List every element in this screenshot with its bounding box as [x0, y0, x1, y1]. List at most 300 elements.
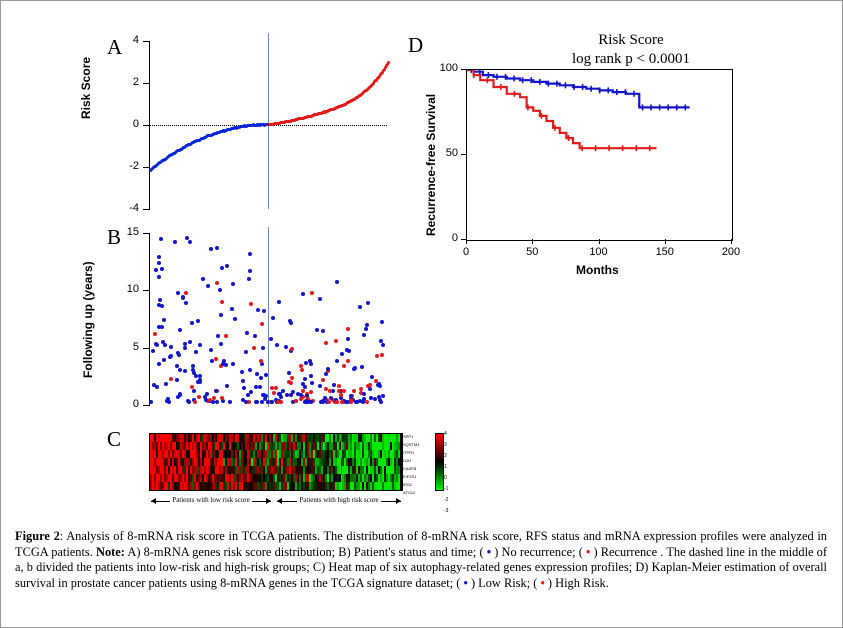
no-recurrence-point	[198, 378, 202, 382]
caption-body-1: A) 8-mRNA genes risk score distribution; B) Patient's status and time; (	[124, 544, 484, 559]
no-recurrence-point	[219, 342, 223, 346]
heatmap-cell	[333, 490, 335, 491]
heatmap-cell	[239, 490, 241, 491]
heatmap-cell	[156, 490, 158, 491]
arrow-left-icon	[277, 498, 282, 504]
no-recurrence-point	[370, 375, 374, 379]
heatmap-row	[150, 434, 402, 442]
panel-d-xtick	[466, 239, 467, 244]
heatmap-cell	[215, 490, 217, 491]
recurrence-point	[289, 381, 293, 385]
heatmap-cell	[341, 490, 343, 491]
no-recurrence-point	[303, 385, 307, 389]
heatmap-cell	[267, 490, 269, 491]
heatmap-cell	[176, 490, 178, 491]
recurrence-point	[300, 368, 304, 372]
caption-note-label: Note:	[96, 544, 125, 559]
no-recurrence-point	[248, 368, 252, 372]
no-recurrence-point	[310, 381, 314, 385]
no-recurrence-point	[277, 300, 281, 304]
heatmap-cell	[206, 490, 208, 491]
no-recurrence-point	[361, 400, 365, 404]
recurrence-point	[375, 354, 379, 358]
no-recurrence-point	[244, 400, 248, 404]
no-recurrence-point	[209, 247, 213, 251]
heatmap-cell	[273, 490, 275, 491]
heatmap-cell	[271, 490, 273, 491]
heatmap-cell	[342, 490, 344, 491]
recurrence-point	[184, 291, 188, 295]
no-recurrence-point	[335, 359, 339, 363]
panel-a-tick-label: -4	[129, 202, 139, 214]
no-recurrence-point	[261, 346, 265, 350]
heatmap-cell	[295, 490, 297, 491]
no-recurrence-point	[362, 392, 366, 396]
no-recurrence-point	[245, 331, 249, 335]
panel-d-ytick	[461, 239, 466, 240]
heatmap-cell	[261, 490, 263, 491]
panel-d	[406, 31, 826, 281]
no-recurrence-point	[285, 393, 289, 397]
heatmap-cell	[188, 490, 190, 491]
heatmap-cell	[394, 490, 396, 491]
panel-b-letter: B	[107, 225, 122, 249]
panel-d-ytick	[461, 69, 466, 70]
heatmap-cell	[249, 490, 251, 491]
heatmap-row	[150, 474, 402, 482]
heatmap-cell	[352, 490, 354, 491]
panel-d-letter: D	[408, 33, 424, 57]
heatmap-cell	[263, 490, 265, 491]
no-recurrence-point	[289, 393, 293, 397]
heatmap-cell	[198, 490, 200, 491]
no-recurrence-point	[221, 362, 225, 366]
no-recurrence-point	[380, 320, 384, 324]
recurrence-point	[169, 377, 173, 381]
heatmap-cell	[170, 490, 172, 491]
no-recurrence-point	[349, 394, 353, 398]
no-recurrence-point	[379, 400, 383, 404]
legend-dot-recurrence: •	[582, 544, 594, 559]
no-recurrence-point	[162, 358, 166, 362]
heatmap-cell	[204, 490, 206, 491]
no-recurrence-point	[206, 284, 210, 288]
no-recurrence-point	[271, 316, 275, 320]
no-recurrence-point	[159, 237, 163, 241]
recurrence-point	[153, 332, 157, 336]
panel-d-xtick	[665, 239, 666, 244]
heatmap-cell	[225, 490, 227, 491]
no-recurrence-point	[161, 340, 165, 344]
no-recurrence-point	[198, 343, 202, 347]
panel-c-group-low	[151, 497, 271, 507]
caption-colon: :	[59, 529, 67, 543]
heatmap-row-label: ATG12	[403, 490, 416, 495]
no-recurrence-point	[315, 328, 319, 332]
no-recurrence-point	[324, 372, 328, 376]
heatmap-cell	[376, 490, 378, 491]
no-recurrence-point	[287, 371, 291, 375]
panel-b-tick-label: 10	[126, 283, 139, 296]
panel-d-ytick-label: 50	[445, 147, 458, 159]
no-recurrence-point	[188, 240, 192, 244]
no-recurrence-point	[231, 282, 235, 286]
no-recurrence-point	[164, 382, 168, 386]
caption-title: Analysis of 8-mRNA risk score in TCGA patients. The distribution of 8-mRNA risk score, RFS status and mRNA expression profiles were analyzed in TCGA patients.	[15, 529, 827, 559]
heatmap-cell	[219, 490, 221, 491]
heatmap-cell	[172, 490, 174, 491]
colorbar-label: 0	[444, 475, 447, 481]
no-recurrence-point	[364, 327, 368, 331]
no-recurrence-point	[157, 303, 161, 307]
panel-b	[81, 223, 411, 423]
panel-a-tick	[143, 209, 149, 210]
heatmap-cell	[265, 490, 267, 491]
heatmap-cell	[223, 490, 225, 491]
panel-b-tick-label: 15	[126, 226, 139, 238]
heatmap-cell	[372, 490, 374, 491]
recurrence-point	[335, 400, 339, 404]
no-recurrence-point	[346, 337, 350, 341]
heatmap-cell	[208, 490, 210, 491]
recurrence-point	[380, 353, 384, 357]
no-recurrence-point	[248, 269, 252, 273]
heatmap-cell	[366, 490, 368, 491]
panel-d-xtick	[731, 239, 732, 244]
heatmap-row-label: SPP1	[403, 434, 414, 439]
heatmap-cell	[398, 474, 400, 482]
recurrence-point	[337, 389, 341, 393]
no-recurrence-point	[260, 400, 264, 404]
heatmap-cell	[184, 490, 186, 491]
heatmap-cell	[186, 490, 188, 491]
heatmap-cell	[378, 490, 380, 491]
no-recurrence-point	[228, 400, 232, 404]
heatmap-cell	[257, 490, 259, 491]
legend-dot-no-recurrence: •	[483, 544, 495, 559]
heatmap-cell	[281, 490, 283, 491]
group-low-label: Patients with low risk score	[172, 496, 250, 504]
panel-c-heatmap	[149, 433, 403, 491]
heatmap-row-label: SQSTM1	[403, 442, 420, 447]
panel-d-ytick-label: 100	[439, 62, 458, 74]
no-recurrence-point	[215, 400, 219, 404]
heatmap-cell	[303, 490, 305, 491]
no-recurrence-point	[284, 345, 288, 349]
recurrence-point	[309, 390, 313, 394]
heatmap-cell	[319, 490, 321, 491]
no-recurrence-point	[178, 368, 182, 372]
heatmap-cell	[164, 490, 166, 491]
no-recurrence-point	[303, 377, 307, 381]
heatmap-cell	[350, 490, 352, 491]
recurrence-point	[342, 364, 346, 368]
recurrence-point	[346, 359, 350, 363]
no-recurrence-point	[157, 362, 161, 366]
heatmap-cell	[360, 490, 362, 491]
colorbar-label: -3	[444, 508, 449, 514]
no-recurrence-point	[187, 400, 191, 404]
no-recurrence-point	[270, 400, 274, 404]
heatmap-cell	[382, 490, 384, 491]
recurrence-point	[359, 387, 363, 391]
panel-d-ytick-label: 0	[451, 232, 458, 244]
legend-dot-high-risk: •	[537, 575, 548, 590]
colorbar-label: -2	[444, 497, 449, 503]
heatmap-cell	[348, 490, 350, 491]
heatmap-cell	[384, 490, 386, 491]
heatmap-cell	[311, 490, 313, 491]
no-recurrence-point	[160, 267, 164, 271]
no-recurrence-point	[255, 372, 259, 376]
heatmap-cell	[166, 490, 168, 491]
heatmap-cell	[192, 490, 194, 491]
recurrence-point	[193, 400, 197, 404]
heatmap-cell	[307, 490, 309, 491]
heatmap-cell	[168, 490, 170, 491]
heatmap-cell	[315, 490, 317, 491]
panel-d-xtick-label: 50	[526, 246, 539, 258]
heatmap-cell	[255, 490, 257, 491]
recurrence-point	[220, 300, 224, 304]
no-recurrence-point	[157, 275, 161, 279]
no-recurrence-point	[240, 370, 244, 374]
heatmap-cell	[323, 490, 325, 491]
panel-a	[79, 31, 411, 221]
recurrence-point	[324, 341, 328, 345]
no-recurrence-point	[209, 348, 213, 352]
recurrence-point	[321, 378, 325, 382]
no-recurrence-point	[173, 240, 177, 244]
heatmap-cell	[335, 490, 337, 491]
colorbar-label: 3	[444, 442, 447, 448]
heatmap-cell	[392, 490, 394, 491]
no-recurrence-point	[157, 261, 161, 265]
panel-c-colorbar-labels	[444, 429, 448, 517]
no-recurrence-point	[233, 317, 237, 321]
no-recurrence-point	[340, 352, 344, 356]
panel-c	[101, 425, 449, 520]
heatmap-cell	[297, 490, 299, 491]
heatmap-cell	[362, 490, 364, 491]
heatmap-cell	[259, 490, 261, 491]
no-recurrence-point	[225, 384, 229, 388]
heatmap-cell	[229, 490, 231, 491]
heatmap-cell	[374, 490, 376, 491]
heatmap-cell	[269, 490, 271, 491]
heatmap-cell	[287, 490, 289, 491]
panel-d-xlabel: Months	[576, 263, 619, 277]
heatmap-cell	[313, 490, 315, 491]
heatmap-cell	[398, 434, 400, 442]
heatmap-row	[150, 450, 402, 458]
heatmap-cell	[196, 490, 198, 491]
no-recurrence-point	[149, 400, 153, 404]
heatmap-cell	[329, 490, 331, 491]
no-recurrence-point	[355, 400, 359, 404]
no-recurrence-point	[191, 364, 195, 368]
panel-a-tick-label: 4	[132, 34, 139, 46]
no-recurrence-point	[309, 374, 313, 378]
panel-d-xtick-label: 200	[721, 246, 741, 258]
no-recurrence-point	[218, 288, 222, 292]
no-recurrence-point	[158, 298, 162, 302]
no-recurrence-point	[253, 334, 257, 338]
recurrence-point	[197, 395, 201, 399]
legend-dot-low-risk: •	[460, 575, 471, 590]
panel-a-tick-label: 2	[132, 76, 139, 88]
no-recurrence-point	[281, 389, 285, 393]
caption-body-4: ) Low Risk; (	[470, 575, 538, 590]
heatmap-cell	[245, 490, 247, 491]
heatmap-cell	[299, 490, 301, 491]
no-recurrence-point	[178, 328, 182, 332]
panel-d-xtick	[532, 239, 533, 244]
no-recurrence-point	[205, 392, 209, 396]
heatmap-cell	[398, 442, 400, 450]
heatmap-cell	[398, 450, 400, 458]
heatmap-cell	[243, 490, 245, 491]
no-recurrence-point	[169, 345, 173, 349]
no-recurrence-point	[321, 329, 325, 333]
figure-label: Figure 2	[15, 529, 60, 543]
heatmap-row	[150, 458, 402, 466]
no-recurrence-point	[369, 396, 373, 400]
heatmap-cell	[180, 490, 182, 491]
no-recurrence-point	[192, 389, 196, 393]
heatmap-cell	[301, 490, 303, 491]
no-recurrence-point	[247, 277, 251, 281]
heatmap-cell	[251, 490, 253, 491]
no-recurrence-point	[242, 386, 246, 390]
no-recurrence-point	[181, 296, 185, 300]
no-recurrence-point	[335, 280, 339, 284]
heatmap-cell	[390, 490, 392, 491]
heatmap-cell	[231, 490, 233, 491]
heatmap-cell	[398, 458, 400, 466]
panel-c-colorbar	[435, 433, 444, 491]
recurrence-point	[215, 281, 219, 285]
panel-d-subtitle: log rank p < 0.0001	[571, 51, 691, 67]
heatmap-cell	[212, 490, 214, 491]
no-recurrence-point	[345, 348, 349, 352]
heatmap-row-label: IRS2	[403, 482, 412, 487]
no-recurrence-point	[241, 379, 245, 383]
no-recurrence-point	[249, 390, 253, 394]
heatmap-row	[150, 442, 402, 450]
panel-b-divider	[268, 227, 269, 407]
no-recurrence-point	[304, 400, 308, 404]
no-recurrence-point	[248, 252, 252, 256]
panel-d-ytick	[461, 154, 466, 155]
no-recurrence-point	[219, 313, 223, 317]
no-recurrence-point	[183, 369, 187, 373]
no-recurrence-point	[160, 325, 164, 329]
no-recurrence-point	[304, 361, 308, 365]
no-recurrence-point	[176, 291, 180, 295]
colorbar-label: -1	[444, 486, 449, 492]
no-recurrence-point	[155, 385, 159, 389]
heatmap-cell	[331, 490, 333, 491]
no-recurrence-point	[256, 308, 260, 312]
panel-a-tick-label: 0	[132, 118, 139, 130]
heatmap-cell	[289, 490, 291, 491]
heatmap-cell	[279, 490, 281, 491]
recurrence-point	[274, 386, 278, 390]
panel-d-xtick-label: 150	[655, 246, 674, 258]
no-recurrence-point	[318, 384, 322, 388]
panel-b-ylabel: Following up (years)	[81, 261, 95, 378]
heatmap-cell	[398, 466, 400, 474]
no-recurrence-point	[192, 371, 196, 375]
heatmap-cell	[398, 490, 400, 491]
heatmap-cell	[388, 490, 390, 491]
heatmap-cell	[368, 490, 370, 491]
recurrence-point	[260, 322, 264, 326]
heatmap-cell	[321, 490, 323, 491]
heatmap-cell	[178, 490, 180, 491]
no-recurrence-point	[259, 376, 263, 380]
no-recurrence-point	[358, 305, 362, 309]
panel-d-km-curves	[467, 70, 732, 240]
heatmap-row	[150, 482, 402, 490]
recurrence-point	[346, 327, 350, 331]
recurrence-point	[279, 400, 283, 404]
caption-body-3: ) Recurrence . The dashed line in the middle of a, b divided the patients into low-risk and high-risk groups; C) Heat map of six autophagy-related genes expression profiles; D) Kaplan-Meier estimation of overall survival in prostate cancer patients using 8-mRNA genes in the TCGA signature dataset; (	[15, 544, 827, 590]
group-high-label: Patients with high risk score	[299, 496, 379, 504]
no-recurrence-point	[157, 255, 161, 259]
heatmap-cell	[344, 490, 346, 491]
heatmap-row	[150, 466, 402, 474]
panel-d-ylabel: Recurrence-free Survival	[424, 93, 438, 236]
heatmap-cell	[152, 490, 154, 491]
heatmap-cell	[194, 490, 196, 491]
heatmap-cell	[398, 482, 400, 490]
heatmap-cell	[233, 490, 235, 491]
panel-d-title-block	[466, 31, 796, 69]
no-recurrence-point	[225, 264, 229, 268]
heatmap-cell	[202, 490, 204, 491]
heatmap-cell	[354, 490, 356, 491]
no-recurrence-point	[353, 366, 357, 370]
no-recurrence-point	[215, 246, 219, 250]
heatmap-cell	[200, 490, 202, 491]
recurrence-point	[290, 376, 294, 380]
no-recurrence-point	[301, 292, 305, 296]
recurrence-point	[349, 399, 353, 403]
recurrence-point	[249, 302, 253, 306]
heatmap-cell	[210, 490, 212, 491]
heatmap-cell	[154, 490, 156, 491]
heatmap-cell	[275, 490, 277, 491]
recurrence-point	[339, 393, 343, 397]
heatmap-cell	[247, 490, 249, 491]
no-recurrence-point	[194, 350, 198, 354]
no-recurrence-point	[366, 301, 370, 305]
no-recurrence-point	[201, 277, 205, 281]
panel-a-plotarea	[149, 41, 387, 209]
no-recurrence-point	[188, 340, 192, 344]
no-recurrence-point	[360, 365, 364, 369]
recurrence-point	[294, 399, 298, 403]
no-recurrence-point	[381, 343, 385, 347]
no-recurrence-point	[246, 393, 250, 397]
no-recurrence-point	[288, 319, 292, 323]
no-recurrence-point	[379, 339, 383, 343]
heatmap-row	[150, 490, 402, 491]
no-recurrence-point	[332, 383, 336, 387]
heatmap-cell	[337, 490, 339, 491]
